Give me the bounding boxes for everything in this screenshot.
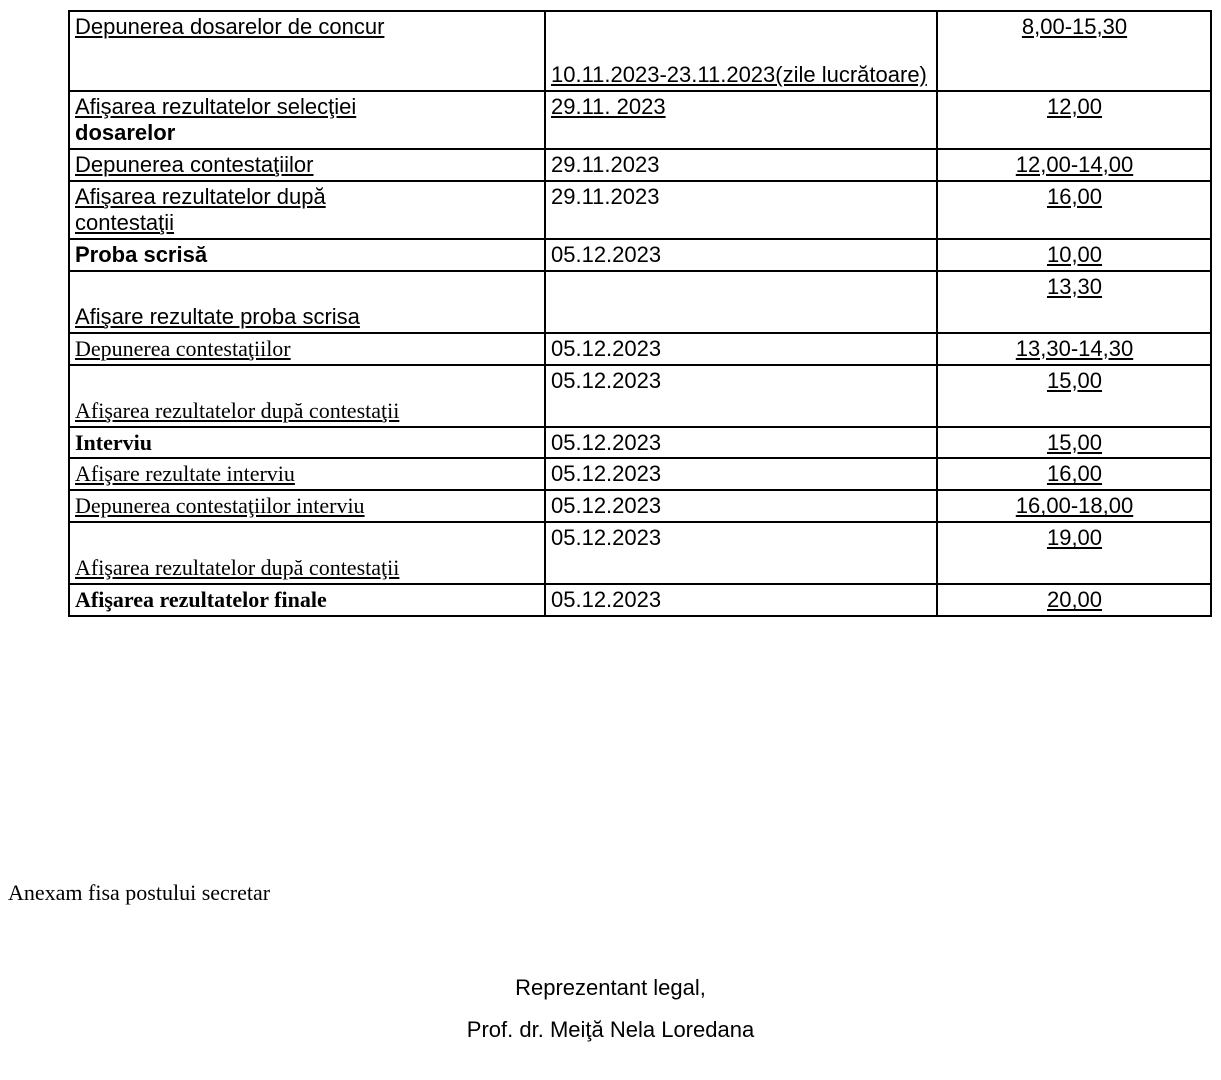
table-row [69,271,1211,333]
cell-date [545,522,937,584]
time-text: 12,00-14,00 [1015,151,1134,177]
activity-text: Afişarea rezultatelor după contestaţii [75,555,400,581]
cell-date [545,91,937,149]
activity-text: Afişarea rezultatelor după contestaţii [75,397,400,423]
cell-time [937,91,1211,149]
cell-time [937,427,1211,459]
date-text: 29.11.2023 [551,151,660,177]
date-text: 05.12.2023 [551,429,662,455]
activity-text: Interviu [75,429,152,455]
cell-date [545,584,937,616]
activity-text-line2: contestaţii [75,209,175,235]
cell-activity [69,271,545,333]
date-text: 05.12.2023 [551,525,662,551]
cell-time [937,333,1211,365]
cell-activity [69,522,545,584]
cell-date [545,149,937,181]
activity-text: Afişare rezultate interviu [75,461,295,487]
date-text: 05.12.2023 [551,461,662,487]
date-text: 10.11.2023-23.11.2023(zile lucrătoare) [551,62,927,87]
cell-time [937,490,1211,522]
cell-date [545,239,937,271]
table-row [69,91,1211,149]
cell-date [545,365,937,427]
time-text: 16,00 [1046,183,1103,209]
activity-text: Afişarea rezultatelor după [75,183,326,209]
table-row [69,333,1211,365]
table-row [69,181,1211,239]
cell-activity [69,11,545,91]
table-row [69,239,1211,271]
time-text: 16,00 [1046,461,1103,487]
cell-date [545,271,937,333]
cell-activity [69,149,545,181]
date-text: 05.12.2023 [551,493,662,519]
cell-date [545,181,937,239]
time-text: 16,00-18,00 [1015,493,1134,519]
cell-activity [69,584,545,616]
time-text: 13,30-14,30 [1015,335,1134,361]
date-text: 05.12.2023 [551,367,662,393]
cell-activity [69,490,545,522]
cell-time [937,584,1211,616]
cell-date [545,490,937,522]
attachment-note: Anexam fisa postului secretar [8,880,271,905]
activity-text: Depunerea contestaţiilor [75,151,314,177]
cell-activity [69,181,545,239]
cell-time [937,11,1211,91]
date-text: 29.11.2023 [551,183,660,209]
activity-text: Depunerea contestaţiilor [75,335,291,361]
activity-text: Afişarea rezultatelor selecţiei [75,93,357,119]
recruitment-schedule-table [68,10,1212,617]
activity-text: Proba scrisă [75,241,208,267]
table-row [69,584,1211,616]
cell-time [937,271,1211,333]
cell-time [937,522,1211,584]
date-text: 29.11. 2023 [551,93,666,119]
activity-text: Afişare rezultate proba scrisa [75,303,360,329]
activity-text: Depunerea contestaţiilor interviu [75,493,365,519]
cell-activity [69,427,545,459]
cell-date [545,11,937,91]
table-row [69,490,1211,522]
time-text: 12,00 [1046,93,1103,119]
cell-activity [69,458,545,490]
activity-text: Afişarea rezultatelor finale [75,587,327,613]
cell-activity [69,333,545,365]
time-text: 15,00 [1046,367,1103,393]
cell-time [937,181,1211,239]
table-row [69,522,1211,584]
cell-activity [69,365,545,427]
time-text: 20,00 [1046,587,1103,613]
cell-time [937,239,1211,271]
signature-block [0,975,1221,1043]
activity-text-line2: dosarelor [75,119,176,145]
cell-date [545,458,937,490]
cell-date [545,333,937,365]
cell-time [937,365,1211,427]
signature-name: Prof. dr. Meiţă Nela Loredana [466,1017,755,1042]
date-text: 05.12.2023 [551,241,662,267]
date-text: 05.12.2023 [551,335,662,361]
table-row [69,11,1211,91]
date-text: 05.12.2023 [551,587,662,613]
table-row [69,149,1211,181]
table-row [69,458,1211,490]
time-text: 15,00 [1046,429,1103,455]
cell-activity [69,239,545,271]
time-text: 13,30 [1046,273,1103,299]
cell-date [545,427,937,459]
time-text: 10,00 [1046,241,1103,267]
signature-role: Reprezentant legal, [515,975,706,1000]
table-row [69,427,1211,459]
time-text: 8,00-15,30 [1021,14,1128,39]
cell-time [937,458,1211,490]
table-row [69,365,1211,427]
cell-activity [69,91,545,149]
activity-text: Depunerea dosarelor de concur [75,14,385,39]
time-text: 19,00 [1046,525,1103,551]
cell-time [937,149,1211,181]
